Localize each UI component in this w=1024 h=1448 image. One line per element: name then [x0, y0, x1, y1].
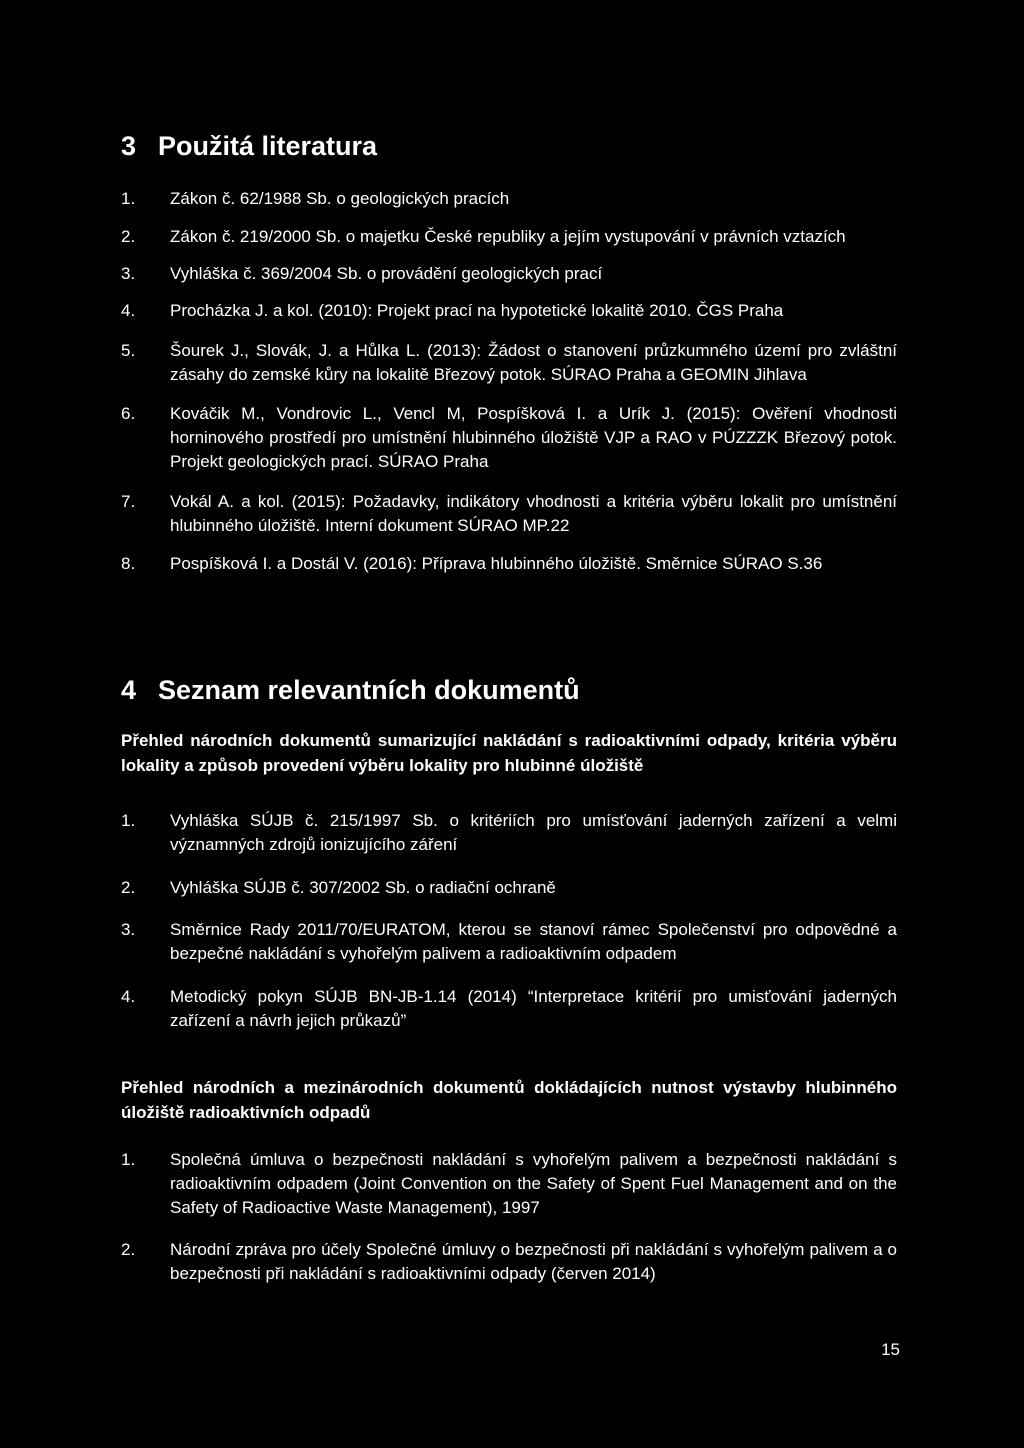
reference-text: Vyhláška č. 369/2004 Sb. o provádění geologických prací: [170, 264, 603, 283]
reference-item: [121, 299, 897, 323]
document-item: [121, 809, 897, 857]
document-text: Společná úmluva o bezpečnosti nakládání s vyhořelým palivem a bezpečnosti nakládání s radioaktivním odpadem (Joint Convention on the Safety of Spent Fuel Management and on the Safety of Radioactive Waste Management), 1997: [170, 1150, 897, 1217]
reference-item: [121, 402, 897, 474]
document-text: Národní zpráva pro účely Společné úmluvy o bezpečnosti při nakládání s vyhořelým palivem a o bezpečnosti při nakládání s radioaktivními odpady (červen 2014): [170, 1240, 897, 1283]
section-3-heading: [121, 130, 377, 162]
document-number: 4.: [121, 987, 136, 1006]
document-number: 2.: [121, 1240, 136, 1259]
section-4-title: Seznam relevantních dokumentů: [158, 675, 580, 705]
reference-item: [121, 225, 897, 249]
reference-number: 2.: [121, 227, 136, 246]
reference-text: Vokál A. a kol. (2015): Požadavky, indikátory vhodnosti a kritéria výběru lokalit pro umístnění hlubinného úložiště. Interní dokument SÚRAO MP.22: [170, 492, 897, 535]
document-item: [121, 876, 897, 900]
section-3-title: Použitá literatura: [158, 131, 378, 161]
reference-item: [121, 490, 897, 538]
reference-text: Pospíšková I. a Dostál V. (2016): Příprava hlubinného úložiště. Směrnice SÚRAO S.36: [170, 554, 823, 573]
document-text: Vyhláška SÚJB č. 215/1997 Sb. o kritériích pro umísťování jaderných zařízení a velmi významných zdrojů ionizujícího záření: [170, 811, 897, 854]
document-item: [121, 985, 897, 1033]
reference-number: 4.: [121, 301, 136, 320]
reference-text: Zákon č. 219/2000 Sb. o majetku České republiky a jejím vystupování v právních vztazích: [170, 227, 846, 246]
reference-text: Kováčik M., Vondrovic L., Vencl M, Pospíšková I. a Urík J. (2015): Ověření vhodnosti horninového prostředí pro umístnění hlubinného úložiště VJP a RAO v PÚZZZK Březový potok. Projekt geologických prací. SÚRAO Praha: [170, 404, 897, 471]
reference-number: 7.: [121, 492, 136, 511]
national-documents-subheading: Přehled národních dokumentů sumarizující nakládání s radioaktivními odpady, kritéria výběru lokality a způsob provedení výběru lokality pro hlubinné úložiště: [121, 731, 897, 775]
references-list: [121, 187, 897, 576]
document-item: [121, 1238, 897, 1286]
section-4-heading: [121, 674, 580, 706]
international-documents-subheading: Přehled národních a mezinárodních dokumentů dokládajících nutnost výstavby hlubinného úložiště radioaktivních odpadů: [121, 1078, 897, 1122]
reference-number: 5.: [121, 341, 136, 360]
document-text: Metodický pokyn SÚJB BN-JB-1.14 (2014) “Interpretace kritérií pro umisťování jaderných zařízení a návrh jejich průkazů”: [170, 987, 897, 1030]
reference-text: Procházka J. a kol. (2010): Projekt prací na hypotetické lokalitě 2010. ČGS Praha: [170, 301, 784, 320]
document-item: [121, 918, 897, 966]
document-item: [121, 1148, 897, 1220]
document-number: 2.: [121, 878, 136, 897]
reference-number: 8.: [121, 554, 136, 573]
reference-text: Šourek J., Slovák, J. a Hůlka L. (2013): Žádost o stanovení průzkumného území pro zvláštní zásahy do zemské kůry na lokalitě Březový potok. SÚRAO Praha a GEOMIN Jihlava: [170, 341, 897, 384]
reference-number: 6.: [121, 404, 136, 423]
section-4-number: 4: [121, 675, 137, 705]
document-number: 3.: [121, 920, 136, 939]
document-text: Směrnice Rady 2011/70/EURATOM, kterou se stanoví rámec Společenství pro odpovědné a bezpečné nakládání s vyhořelým palivem a radioaktivním odpadem: [170, 920, 897, 963]
document-text: Vyhláška SÚJB č. 307/2002 Sb. o radiační ochraně: [170, 878, 556, 897]
reference-item: [121, 552, 897, 576]
national-documents-list: [121, 809, 897, 1033]
section-3-number: 3: [121, 131, 137, 161]
reference-item: [121, 339, 897, 387]
reference-number: 1.: [121, 189, 136, 208]
page-number: 15: [881, 1340, 900, 1359]
international-documents-list: [121, 1148, 897, 1286]
document-number: 1.: [121, 1150, 136, 1169]
reference-item: [121, 262, 897, 286]
reference-number: 3.: [121, 264, 136, 283]
reference-item: [121, 187, 897, 211]
reference-text: Zákon č. 62/1988 Sb. o geologických pracích: [170, 189, 510, 208]
document-number: 1.: [121, 811, 136, 830]
